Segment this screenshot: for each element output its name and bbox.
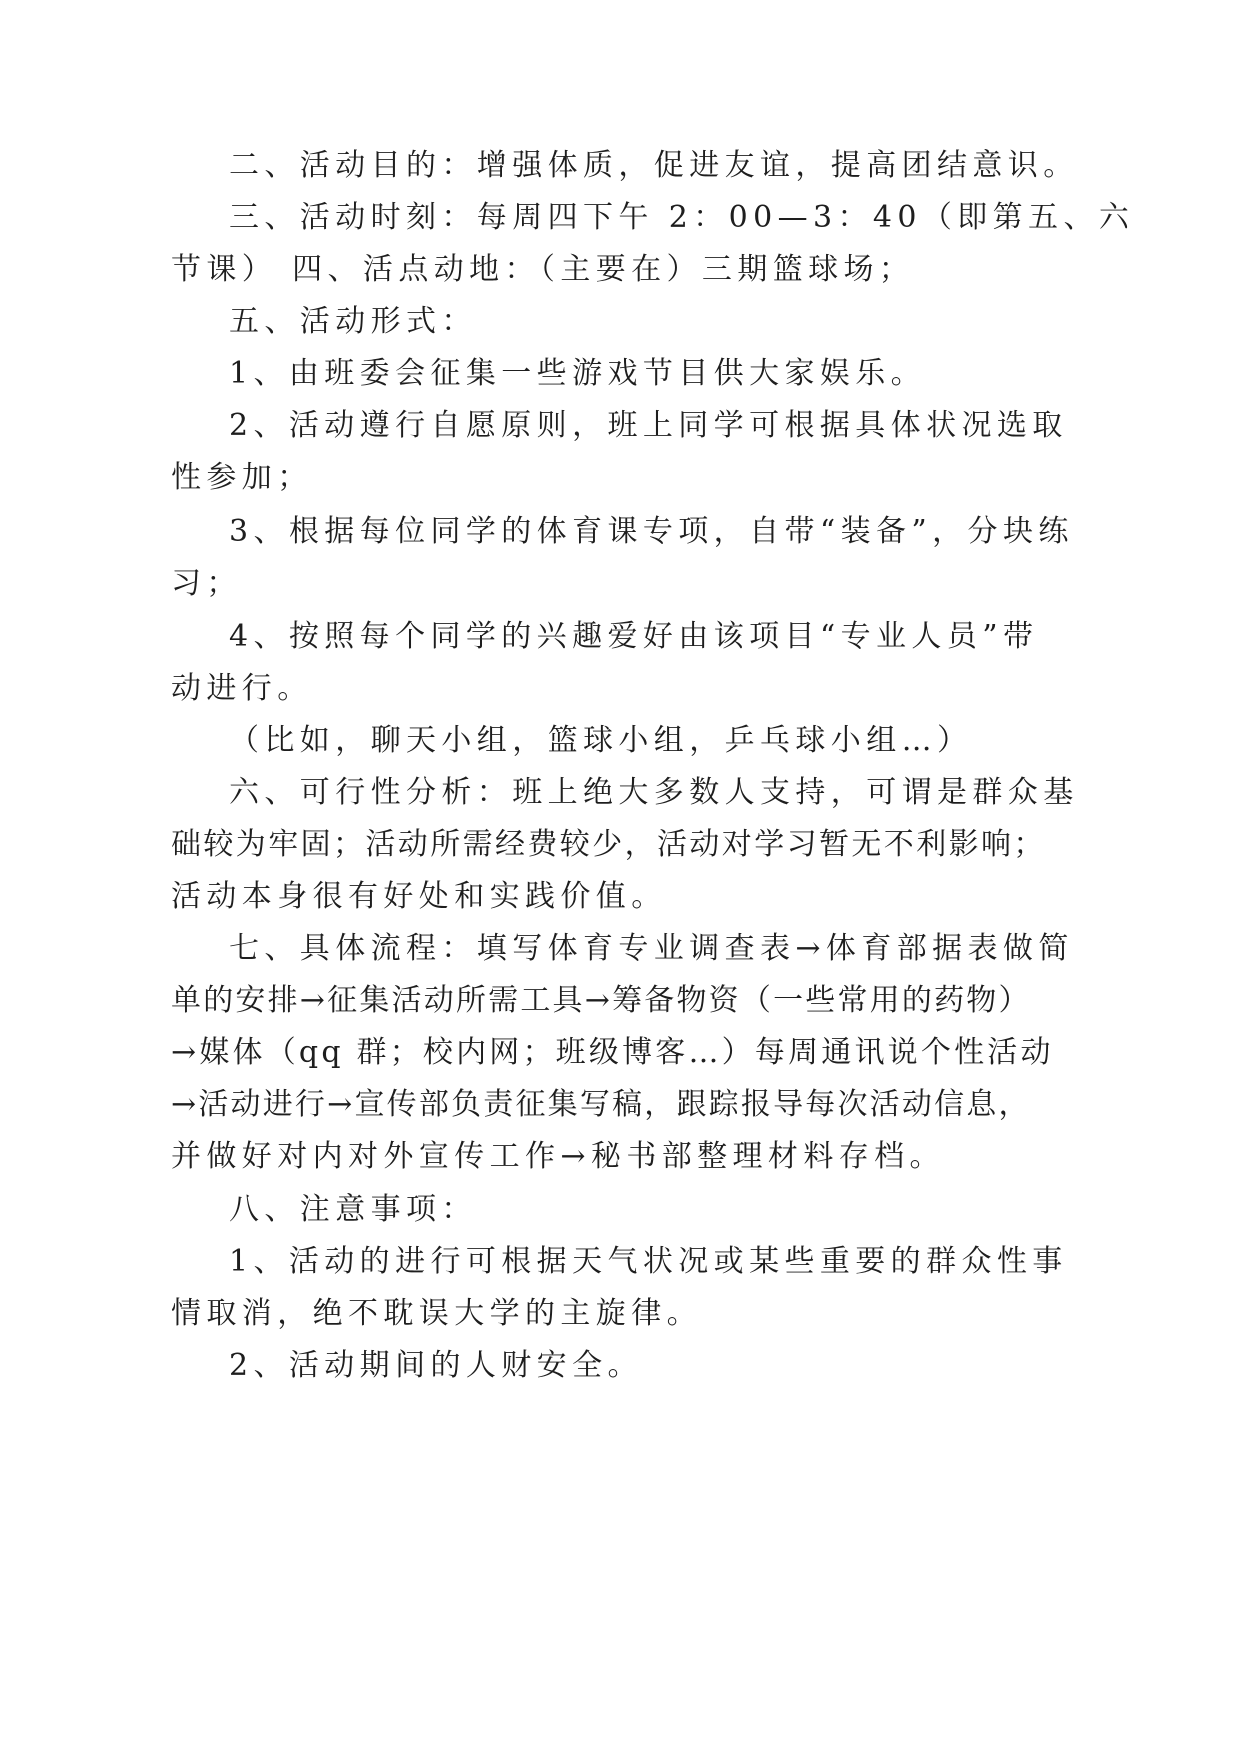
line-notes-item-1: 1、活动的进行可根据天气状况或某些重要的群众性事 xyxy=(229,1244,1068,1279)
line-feasibility-cont-1: 础较为牢固；活动所需经费较少，活动对学习暂无不利影响； xyxy=(171,827,1046,862)
line-process-cont-4: 并做好对内对外宣传工作→秘书部整理材料存档。 xyxy=(171,1139,945,1174)
line-example-groups: （比如，聊天小组，篮球小组，乒乓球小组…） xyxy=(229,723,973,758)
line-purpose: 二、活动目的：增强体质，促进友谊，提高团结意识。 xyxy=(229,148,1079,183)
line-process-cont-1: 单的安排→征集活动所需工具→筹备物资（一些常用的药物） xyxy=(171,983,1031,1018)
line-process: 七、具体流程：填写体育专业调查表→体育部据表做简 xyxy=(229,931,1074,966)
line-time: 三、活动时刻：每周四下午 2：00—3：40（即第五、六 xyxy=(229,200,1135,235)
line-notes-item-1-cont: 情取消，绝不耽误大学的主旋律。 xyxy=(171,1296,702,1331)
line-form-item-3-cont: 习； xyxy=(171,566,242,601)
line-feasibility-cont-2: 活动本身很有好处和实践价值。 xyxy=(171,879,667,914)
line-notes-item-2: 2、活动期间的人财安全。 xyxy=(229,1348,643,1383)
line-form-item-4-cont: 动进行。 xyxy=(171,671,313,706)
line-notes-heading: 八、注意事项： xyxy=(229,1192,477,1227)
line-form-item-2: 2、活动遵行自愿原则，班上同学可根据具体状况选取 xyxy=(229,408,1068,443)
line-place: 节课） 四、活点动地：（主要在）三期篮球场； xyxy=(171,252,915,287)
line-form-item-4: 4、按照每个同学的兴趣爱好由该项目“专业人员”带 xyxy=(229,619,1039,654)
line-feasibility: 六、可行性分析：班上绝大多数人支持，可谓是群众基 xyxy=(229,775,1079,810)
line-form-heading: 五、活动形式： xyxy=(229,304,477,339)
line-form-item-2-cont: 性参加； xyxy=(171,460,313,495)
line-process-cont-3: →活动进行→宣传部负责征集写稿，跟踪报导每次活动信息， xyxy=(171,1087,1031,1122)
line-form-item-3: 3、根据每位同学的体育课专项，自带“装备”，分块练 xyxy=(229,514,1074,549)
line-process-cont-2: →媒体（qq 群；校内网；班级博客…）每周通讯说个性活动 xyxy=(171,1035,1054,1070)
line-form-item-1: 1、由班委会征集一些游戏节目供大家娱乐。 xyxy=(229,356,927,391)
